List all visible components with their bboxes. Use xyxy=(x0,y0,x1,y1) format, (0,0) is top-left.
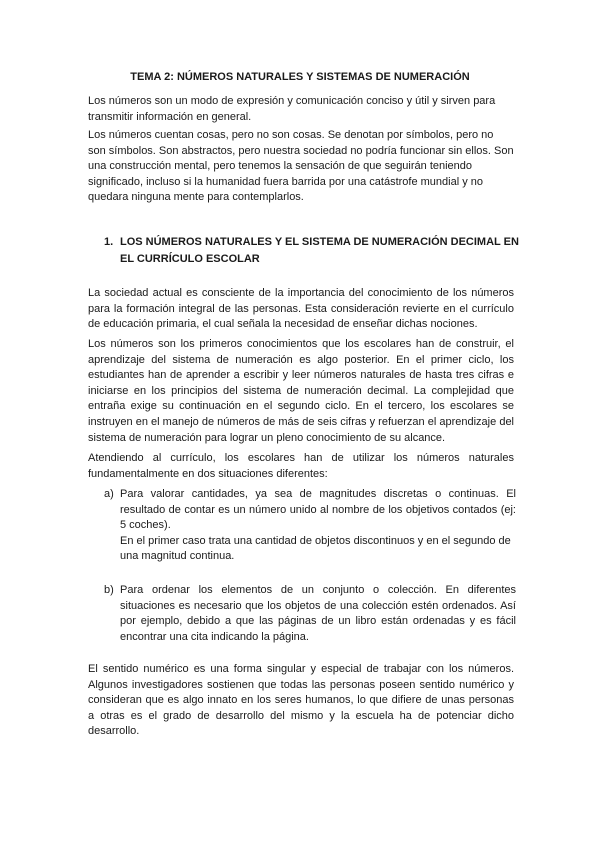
closing-paragraph: El sentido numérico es una forma singular y especial de trabajar con los números. Algunos investigadores sostienen que todas las personas poseen sentido numérico y consideran que es algo innato en los seres humanos, lo que difiere de unas personas a otras es el grado de desarrollo del mismo y la escuela ha de potenciar dicho desarrollo. xyxy=(88,663,514,738)
list-marker: a) xyxy=(104,488,114,500)
section-number: 1. xyxy=(104,236,114,248)
intro-paragraph-1: Los números son un modo de expresión y comunicación conciso y útil y sirven para transmitir información en general. xyxy=(88,95,496,123)
list-item-text: Para valorar cantidades, ya sea de magnitudes discretas o continuas. El resultado de contar es un número unido al nombre de los objetivos contados (ej: 5 coches). xyxy=(120,488,516,532)
section-paragraph-2: Los números son los primeros conocimientos que los escolares han de construir, el aprendizaje del sistema de numeración es algo posterior. En el primer ciclo, los estudiantes han de aprender a escribir y leer números naturales de hasta tres cifras e iniciarse en los principios del sistema de numeración decimal. La complejidad que entraña exige su continuación en el segundo ciclo. En el tercero, los escolares se instruyen en el manejo de números de más de seis cifras y refuerzan el aprendizaje del sistema de numeración para lograr un pleno conocimiento de su alcance. xyxy=(88,338,514,444)
list-item-continuation: En el primer caso trata una cantidad de objetos discontinuos y en el segundo de una magnitud continua. xyxy=(120,534,511,563)
section-paragraph-3: Atendiendo al currículo, los escolares han de utilizar los números naturales fundamentalmente en dos situaciones diferentes: xyxy=(88,452,514,480)
list-item-text: Para ordenar los elementos de un conjunto o colección. En diferentes situaciones es necesario que los objetos de una colección estén ordenados. Así por ejemplo, debido a que las páginas de un libro están ordenadas y es fácil encontrar una cita indicando la página. xyxy=(120,584,516,643)
section-heading xyxy=(104,234,524,268)
page-title: TEMA 2: NÚMEROS NATURALES Y SISTEMAS DE NUMERACIÓN xyxy=(130,71,470,83)
section-paragraph-1: La sociedad actual es consciente de la importancia del conocimiento de los números para la formación integral de las personas. Esta consideración revierte en el currículo de educación primaria, el cual señala la necesidad de enseñar dichas nociones. xyxy=(88,287,514,331)
intro-paragraph-2: Los números cuentan cosas, pero no son cosas. Se denotan por símbolos, pero no son símbolos. Son abstractos, pero nuestra sociedad no podría funcionar sin ellos. Son una construcción mental, pero tenemos la sensación de que seguirán teniendo significado, incluso si la humanidad fuera barrida por una catástrofe mundial y no quedara ninguna mente para contemplarlos. xyxy=(88,129,514,204)
list-item-a xyxy=(104,487,516,565)
list-marker: b) xyxy=(104,584,114,596)
list-item-b xyxy=(104,583,516,645)
section-heading-text: LOS NÚMEROS NATURALES Y EL SISTEMA DE NUMERACIÓN DECIMAL EN EL CURRÍCULO ESCOLAR xyxy=(120,236,519,265)
